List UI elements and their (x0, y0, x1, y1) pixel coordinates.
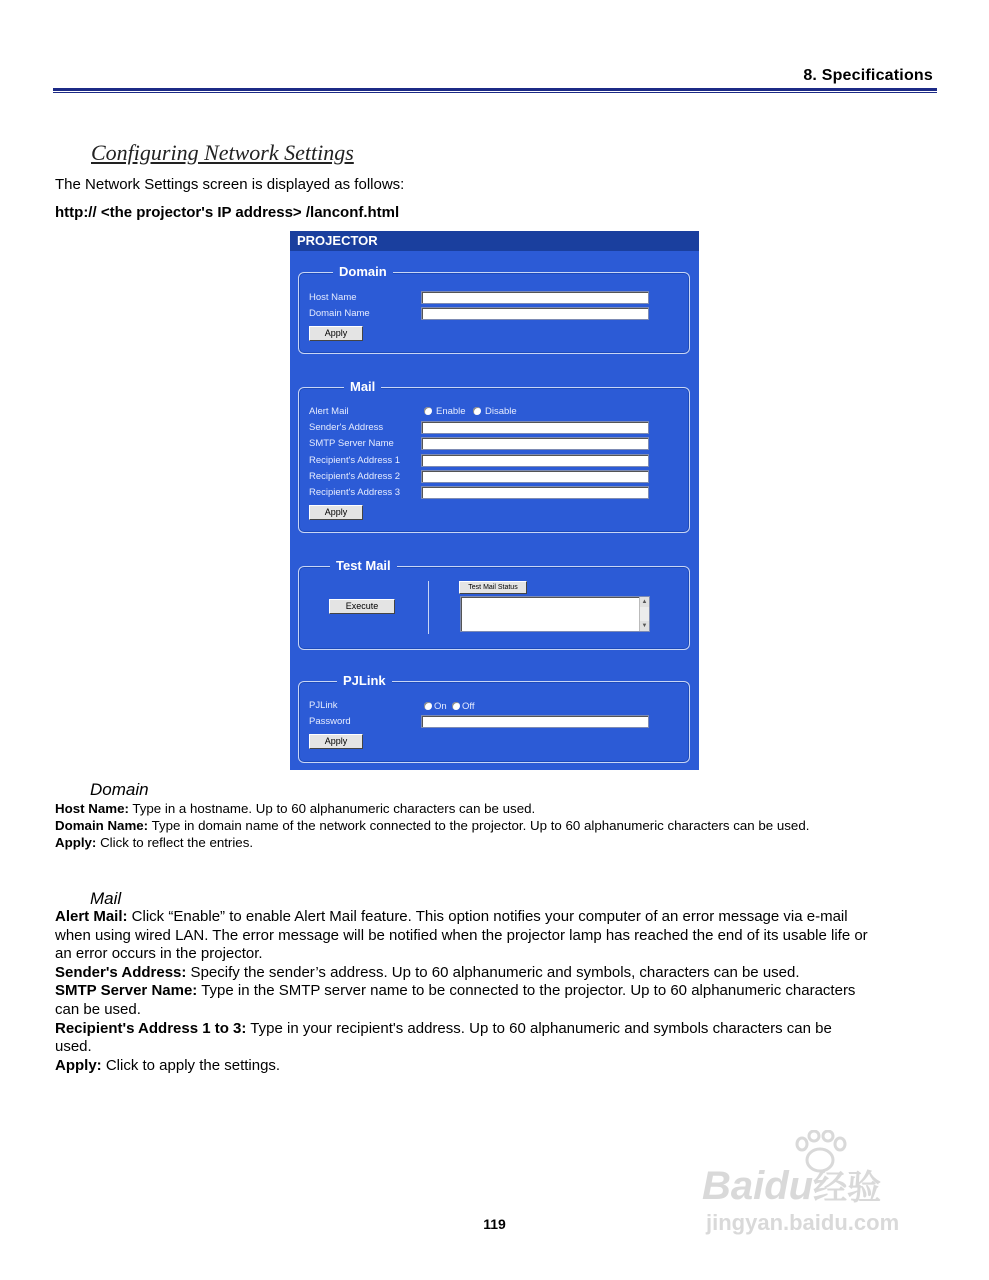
recipient3-label: Recipient's Address 3 (309, 487, 401, 498)
header-rule (53, 88, 937, 91)
recipient-text-2: used. (55, 1038, 92, 1056)
sender-address-label: Sender's Address (309, 422, 384, 433)
scroll-down-icon[interactable]: ▼ (641, 623, 648, 629)
watermark-brand-cn: 经验 (813, 1169, 882, 1207)
intro-text: The Network Settings screen is displayed as follows: (55, 176, 405, 193)
lanconf-url: http:// <the projector's IP address> /lanconf.html (55, 204, 400, 221)
alert-mail-text-3: an error occurs in the projector. (55, 945, 263, 963)
watermark-brand (702, 1160, 881, 1209)
recipient2-label: Recipient's Address 2 (309, 471, 401, 482)
sender-address-input[interactable] (421, 421, 649, 434)
alert-mail-term: Alert Mail: (55, 908, 128, 925)
domain-heading: Domain (90, 780, 149, 799)
sender-term: Sender's Address: (55, 963, 187, 981)
alert-mail-label: Alert Mail (309, 406, 349, 417)
mail-description (55, 908, 940, 1075)
recipient-text-1: Type in your recipient's address. Up to 60 alphanumeric and symbols characters can be (246, 1019, 832, 1037)
alert-mail-text-2: when using wired LAN. The error message will be notified when the projector lamp has reached the end of its usable life or (55, 926, 868, 944)
domain-legend: Domain (333, 264, 393, 279)
watermark (702, 1130, 942, 1242)
domain-apply-term: Apply: (55, 835, 97, 850)
host-name-text: Type in a hostname. Up to 60 alphanumeric characters can be used. (128, 801, 536, 816)
pjlink-off-label: Off (462, 701, 475, 712)
mail-apply-text: Click to apply the settings. (101, 1056, 281, 1074)
smtp-term: SMTP Server Name: (55, 982, 198, 1000)
testmail-divider (428, 581, 429, 634)
alert-mail-text-1: Click “Enable” to enable Alert Mail feature. This option notifies your computer of an error message via e-mail (127, 908, 848, 925)
watermark-brand-b: du (764, 1164, 814, 1208)
alert-enable-radio[interactable] (424, 407, 432, 415)
test-mail-status-button[interactable]: Test Mail Status (459, 581, 527, 594)
domain-apply-desc (55, 834, 955, 851)
testmail-legend: Test Mail (330, 558, 397, 573)
mail-apply-desc (55, 1057, 940, 1076)
smtp-text-2: can be used. (55, 1000, 141, 1018)
host-name-label: Host Name (309, 292, 357, 303)
section-header: 8. Specifications (803, 67, 933, 84)
domain-name-label: Domain Name (309, 308, 370, 319)
pjlink-label: PJLink (309, 700, 338, 711)
page-number: 119 (483, 1216, 506, 1232)
alert-disable-radio[interactable] (473, 407, 481, 415)
host-name-input[interactable] (421, 291, 649, 304)
domain-name-term: Domain Name: (55, 818, 149, 833)
recipient1-label: Recipient's Address 1 (309, 455, 401, 466)
domain-name-desc (55, 817, 955, 834)
sender-desc (55, 964, 940, 983)
watermark-site: jingyan.baidu.com (706, 1210, 900, 1235)
watermark-brand-a: Bai (702, 1164, 765, 1208)
sender-text: Specify the sender’s address. Up to 60 alphanumeric and symbols, characters can be used. (186, 963, 800, 981)
projector-panel (290, 231, 699, 770)
pjlink-apply-button[interactable]: Apply (309, 734, 363, 749)
alert-disable-label: Disable (485, 406, 517, 417)
pjlink-on-label: On (434, 701, 447, 712)
page-title: Configuring Network Settings (91, 140, 354, 165)
password-input[interactable] (421, 715, 649, 728)
domain-apply-button[interactable]: Apply (309, 326, 363, 341)
alert-mail-desc (55, 908, 940, 927)
domain-apply-text: Click to reflect the entries. (96, 835, 254, 850)
smtp-desc (55, 982, 940, 1001)
domain-name-text: Type in domain name of the network connected to the projector. Up to 60 alphanumeric characters can be used. (148, 818, 810, 833)
domain-name-input[interactable] (421, 307, 649, 320)
mail-heading: Mail (90, 889, 122, 908)
mail-apply-button[interactable]: Apply (309, 505, 363, 520)
recipient-desc (55, 1020, 940, 1039)
alert-enable-label: Enable (436, 406, 466, 417)
smtp-server-label: SMTP Server Name (309, 438, 394, 449)
status-scrollbar[interactable] (639, 597, 649, 631)
host-name-desc (55, 800, 955, 817)
recipient1-input[interactable] (421, 454, 649, 467)
header-rule-thin (53, 92, 937, 93)
pjlink-legend: PJLink (337, 673, 392, 688)
scroll-up-icon[interactable]: ▲ (641, 599, 648, 605)
domain-description (55, 800, 955, 851)
smtp-text-1: Type in the SMTP server name to be connected to the projector. Up to 60 alphanumeric characters (197, 982, 856, 1000)
recipient3-input[interactable] (421, 486, 649, 499)
pjlink-on-radio[interactable] (424, 702, 432, 710)
mail-legend: Mail (344, 379, 381, 394)
smtp-server-input[interactable] (421, 437, 649, 450)
password-label: Password (309, 716, 351, 727)
execute-button[interactable]: Execute (329, 599, 395, 614)
mail-apply-term: Apply: (55, 1056, 102, 1074)
panel-title-bar: PROJECTOR (290, 231, 699, 251)
recipient-term: Recipient's Address 1 to 3: (55, 1019, 247, 1037)
host-name-term: Host Name: (55, 801, 129, 816)
pjlink-off-radio[interactable] (452, 702, 460, 710)
test-mail-status-textarea[interactable] (460, 596, 650, 632)
recipient2-input[interactable] (421, 470, 649, 483)
